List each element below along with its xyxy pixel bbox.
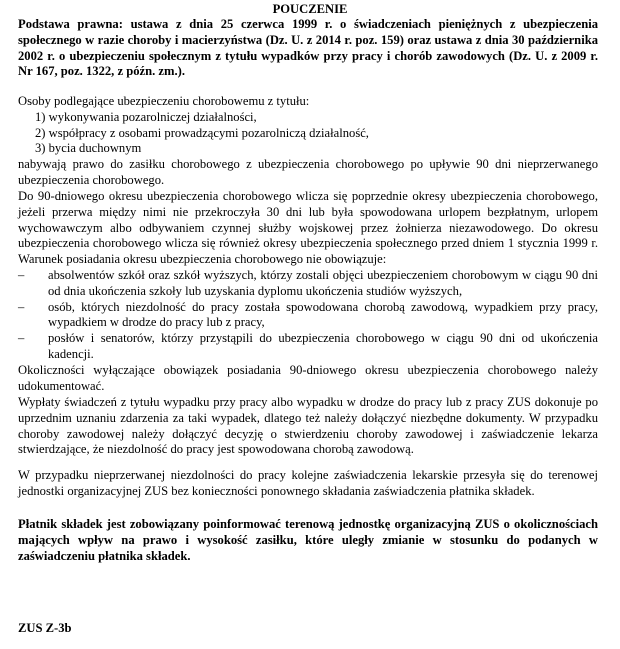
dash-bullet: –	[18, 299, 25, 314]
list-item-text: absolwentów szkół oraz szkół wyższych, którzy zostali objęci ubezpieczeniem chorobowym w ciągu 90 dni od dnia ukończenia szkoły lub uzyskania dyplomu ukończenia studiów wyższych,	[48, 267, 598, 298]
exemption-list	[18, 268, 598, 363]
dash-bullet: –	[18, 331, 25, 346]
list-item: 1) wykonywania pozarolniczej działalności,	[35, 109, 257, 124]
list-item	[18, 331, 598, 363]
document-title: POUCZENIE	[272, 2, 348, 16]
ninety-day-outro: Okoliczności wyłączające obowiązek posiadania 90-dniowego okresu ubezpieczenia chorobowego należy udokumentować.	[18, 362, 598, 393]
list-item: 2) współpracy z osobami prowadzącymi pozarolniczą działalność,	[35, 125, 369, 140]
list-item	[18, 300, 598, 332]
list-item	[18, 268, 598, 300]
sickness-insured-intro: Osoby podlegające ubezpieczeniu chorobowemu z tytułu:	[18, 94, 310, 108]
list-item: 3) bycia duchownym	[35, 141, 142, 156]
ninety-day-section	[18, 189, 598, 394]
ninety-day-intro: Do 90-dniowego okresu ubezpieczenia chorobowego wlicza się poprzednie okresy ubezpieczenia chorobowego, jeżeli przerwa między nimi nie przekroczyła 30 dni lub była spowodowana urlopem bezpłatnym, urlopem wychowawczym albo odbywaniem czynnej służby wojskowej przez żołnierza niezawodowego. Do okresu ubezpieczenia chorobowego wlicza się również okresy ubezpieczenia społecznego przed dniem 1 stycznia 1999 r. Warunek posiadania okresu ubezpieczenia chorobowego nie obowiązuje:	[18, 189, 598, 267]
sickness-insured-section	[18, 94, 598, 189]
dash-bullet: –	[18, 267, 25, 282]
list-item-text: posłów i senatorów, którzy przystąpili do ubezpieczenia chorobowego w ciągu 90 dni od ukończenia kadencji.	[48, 331, 598, 361]
sickness-insured-outro: nabywają prawo do zasiłku chorobowego z ubezpieczenia chorobowego po upływie 90 dni nieprzerwanego ubezpieczenia chorobowego.	[18, 157, 598, 187]
insurance-title-list	[18, 110, 598, 157]
payer-obligation-paragraph: Płatnik składek jest zobowiązany poinformować terenową jednostkę organizacyjną ZUS o okolicznościach mających wpływ na prawo i wysokość zasiłku, które uległy zmianie w stosunku do podanych w zaświadczeniu płatnika składek.	[18, 517, 598, 563]
accident-payments-paragraph: Wypłaty świadczeń z tytułu wypadku przy pracy albo wypadku w drodze do pracy lub z pracy ZUS dokonuje po uprzednim uznaniu zdarzenia za taki wypadek, dlatego też należy dołączyć niezbędne dokumenty. W przypadku choroby zawodowej należy dołączyć decyzję o stwierdzeniu choroby zawodowej i zaświadczenie lekarza stwierdzające, że niezdolność do pracy jest spowodowana chorobą zawodową.	[18, 395, 598, 457]
list-item-text: osób, których niezdolność do pracy została spowodowana chorobą zawodową, wypadkiem przy pracy, wypadkiem w drodze do pracy lub z pracy,	[48, 299, 598, 330]
legal-basis-paragraph: Podstawa prawna: ustawa z dnia 25 czerwca 1999 r. o świadczeniach pieniężnych z ubezpieczenia społecznego w razie choroby i macierzyństwa (Dz. U. z 2014 r. poz. 159) oraz ustawa z dnia 30 października 2002 r. o ubezpieczeniu społecznym z tytułu wypadków przy pracy i chorób zawodowych (Dz. U. z 2009 r. Nr 167, poz. 1322, z późn. zm.).	[18, 17, 598, 79]
form-code: ZUS Z-3b	[18, 621, 72, 635]
continued-incapacity-paragraph: W przypadku nieprzerwanej niezdolności do pracy kolejne zaświadczenia lekarskie przesyła się do terenowej jednostki organizacyjnej ZUS bez konieczności ponownego składania zaświadczenia płatnika składek.	[18, 468, 598, 498]
